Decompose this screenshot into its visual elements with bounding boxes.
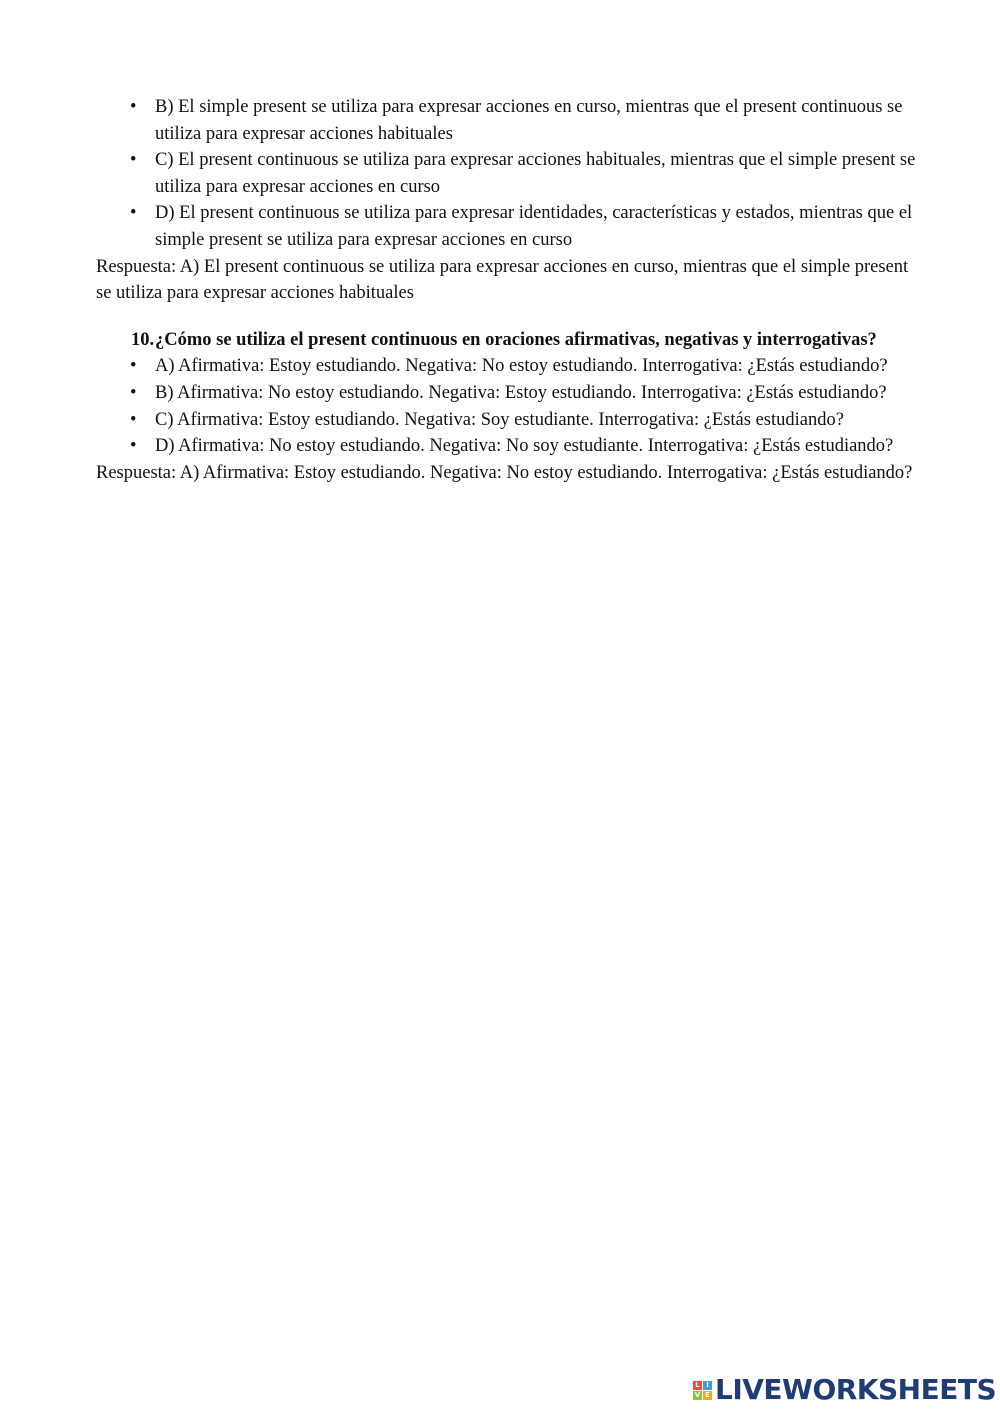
question-10 (96, 327, 916, 354)
logo-letter-l: L (693, 1381, 702, 1390)
option-text: D) El present continuous se utiliza para expresar identidades, características y estados, mientras que el simple present se utiliza para expresar acciones en curso (155, 203, 913, 250)
question-number: 10. (131, 329, 155, 350)
question-10-options (96, 353, 916, 459)
bullet: • (130, 382, 137, 403)
bullet: • (130, 203, 137, 224)
logo-letter-v: V (694, 1390, 701, 1399)
option-text: B) Afirmativa: No estoy estudiando. Negativa: Estoy estudiando. Interrogativa: ¿Estás estudiando? (155, 382, 887, 403)
question-10-answer: Respuesta: A) Afirmativa: Estoy estudiando. Negativa: No estoy estudiando. Interrogativa: ¿Estás estudiando? (96, 462, 913, 483)
option-text: B) El simple present se utiliza para expresar acciones en curso, mientras que el present continuous se utiliza para expresar acciones habituales (155, 97, 903, 144)
bullet: • (130, 356, 137, 377)
bullet: • (130, 97, 137, 117)
bullet: • (130, 409, 137, 430)
option-text: D) Afirmativa: No estoy estudiando. Negativa: No soy estudiante. Interrogativa: ¿Estás estudiando? (155, 436, 894, 457)
logo-letter-i: I (703, 1381, 712, 1390)
question-9-options (96, 94, 916, 254)
logo-text: LIVEWORKSHEETS (715, 1373, 997, 1406)
question-text: ¿Cómo se utiliza el present continuous en oraciones afirmativas, negativas y interrogativas? (155, 329, 877, 350)
option-text: C) El present continuous se utiliza para expresar acciones habituales, mientras que el simple present se utiliza para expresar acciones en curso (155, 150, 916, 197)
liveworksheets-logo-icon (693, 1381, 712, 1400)
option-c (96, 407, 916, 434)
option-text: A) Afirmativa: Estoy estudiando. Negativa: No estoy estudiando. Interrogativa: ¿Estás estudiando? (155, 356, 888, 377)
option-c (96, 147, 916, 200)
bullet: • (130, 150, 137, 171)
bullet: • (130, 436, 137, 457)
option-d (96, 433, 916, 460)
question-9-answer: Respuesta: A) El present continuous se utiliza para expresar acciones en curso, mientras que el simple present se utiliza para expresar acciones habituales (96, 256, 909, 304)
option-d (96, 200, 916, 253)
option-b (96, 94, 916, 147)
liveworksheets-logo (693, 1372, 996, 1408)
option-a (96, 353, 916, 380)
document-page (96, 94, 916, 486)
logo-letter-e: E (703, 1391, 712, 1400)
option-b (96, 380, 916, 407)
option-text: C) Afirmativa: Estoy estudiando. Negativa: Soy estudiante. Interrogativa: ¿Estás estudiando? (155, 409, 844, 430)
